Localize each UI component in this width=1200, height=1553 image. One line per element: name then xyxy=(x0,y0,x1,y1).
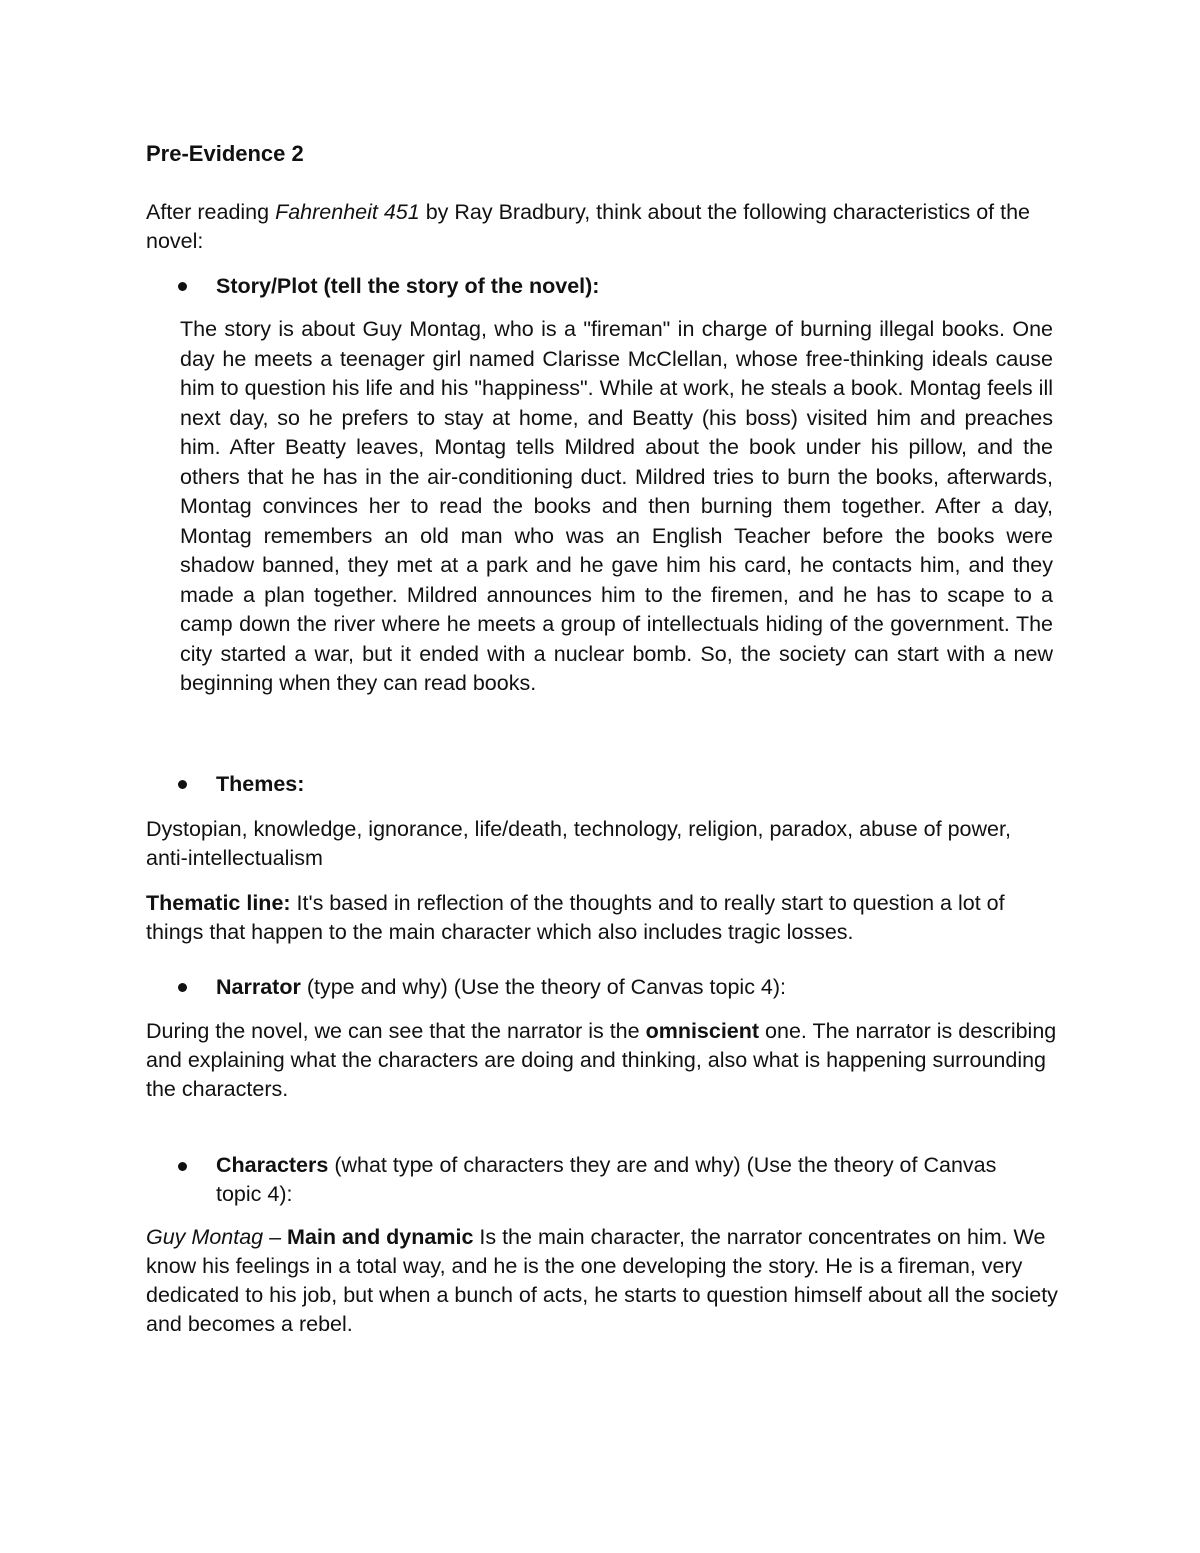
narrator-text-after: one. The narrator is describing and explaining what the characters are doing and thinking, also what is happening surrounding the characters. xyxy=(146,1019,1057,1101)
narrator-heading xyxy=(216,973,1016,1002)
intro-paragraph xyxy=(146,198,1066,256)
themes-heading: Themes: xyxy=(216,772,305,796)
intro-after: by Ray Bradbury, think about the following characteristics of the novel: xyxy=(146,200,1030,253)
themes-list: Dystopian, knowledge, ignorance, life/death, technology, religion, paradox, abuse of power, anti-intellectualism xyxy=(146,817,1011,870)
character-entry xyxy=(146,1223,1066,1339)
story-heading: Story/Plot (tell the story of the novel): xyxy=(216,274,600,298)
characters-heading xyxy=(216,1151,1016,1209)
bullet-icon xyxy=(178,780,187,789)
thematic-line xyxy=(146,889,1046,947)
narrator-paragraph xyxy=(146,1017,1066,1104)
thematic-label: Thematic line: xyxy=(146,891,291,915)
book-title: Fahrenheit 451 xyxy=(275,200,420,224)
character-type: Main and dynamic xyxy=(287,1225,474,1249)
bullet-icon xyxy=(178,983,187,992)
narrator-type: omniscient xyxy=(645,1019,760,1043)
character-dash: – xyxy=(263,1225,288,1249)
bullet-icon xyxy=(178,1162,187,1171)
narrator-heading-bold: Narrator xyxy=(216,975,301,999)
characters-heading-rest: (what type of characters they are and why) (Use the theory of Canvas topic 4): xyxy=(216,1153,997,1206)
story-paragraph: The story is about Guy Montag, who is a "fireman" in charge of burning illegal books. One day he meets a teenager girl named Clarisse McClellan, whose free-thinking ideals cause him to question his life and his "happiness". While at work, he steals a book. Montag feels ill next day, so he prefers to stay at home, and Beatty (his boss) visited him and preaches him. After Beatty leaves, Montag tells Mildred about the book under his pillow, and the others that he has in the air-conditioning duct. Mildred tries to burn the books, afterwards, Montag convinces her to read the books and then burning them together. After a day, Montag remembers an old man who was an English Teacher before the books were shadow banned, they met at a park and he gave him his card, he contacts him, and they made a plan together. Mildred announces him to the firemen, and he has to scape to a camp down the river where he meets a group of intellectuals hiding of the government. The city started a war, but it ended with a nuclear bomb. So, the society can start with a new beginning when they can read books. xyxy=(180,317,1053,695)
character-name: Guy Montag xyxy=(146,1225,264,1249)
characters-heading-bold: Characters xyxy=(216,1153,329,1177)
character-description: Is the main character, the narrator concentrates on him. We know his feelings in a total way, and he is the one developing the story. He is a fireman, very dedicated to his job, but when a bunch of acts, he starts to question himself about all the society and becomes a rebel. xyxy=(146,1225,1058,1336)
thematic-text: It's based in reflection of the thoughts and to really start to question a lot of things that happen to the main character which also includes tragic losses. xyxy=(146,891,1005,944)
page-title: Pre-Evidence 2 xyxy=(146,141,304,166)
bullet-icon xyxy=(178,282,187,291)
narrator-text-before: During the novel, we can see that the narrator is the xyxy=(146,1019,646,1043)
narrator-heading-rest: (type and why) (Use the theory of Canvas topic 4): xyxy=(300,975,787,999)
intro-before: After reading xyxy=(146,200,276,224)
